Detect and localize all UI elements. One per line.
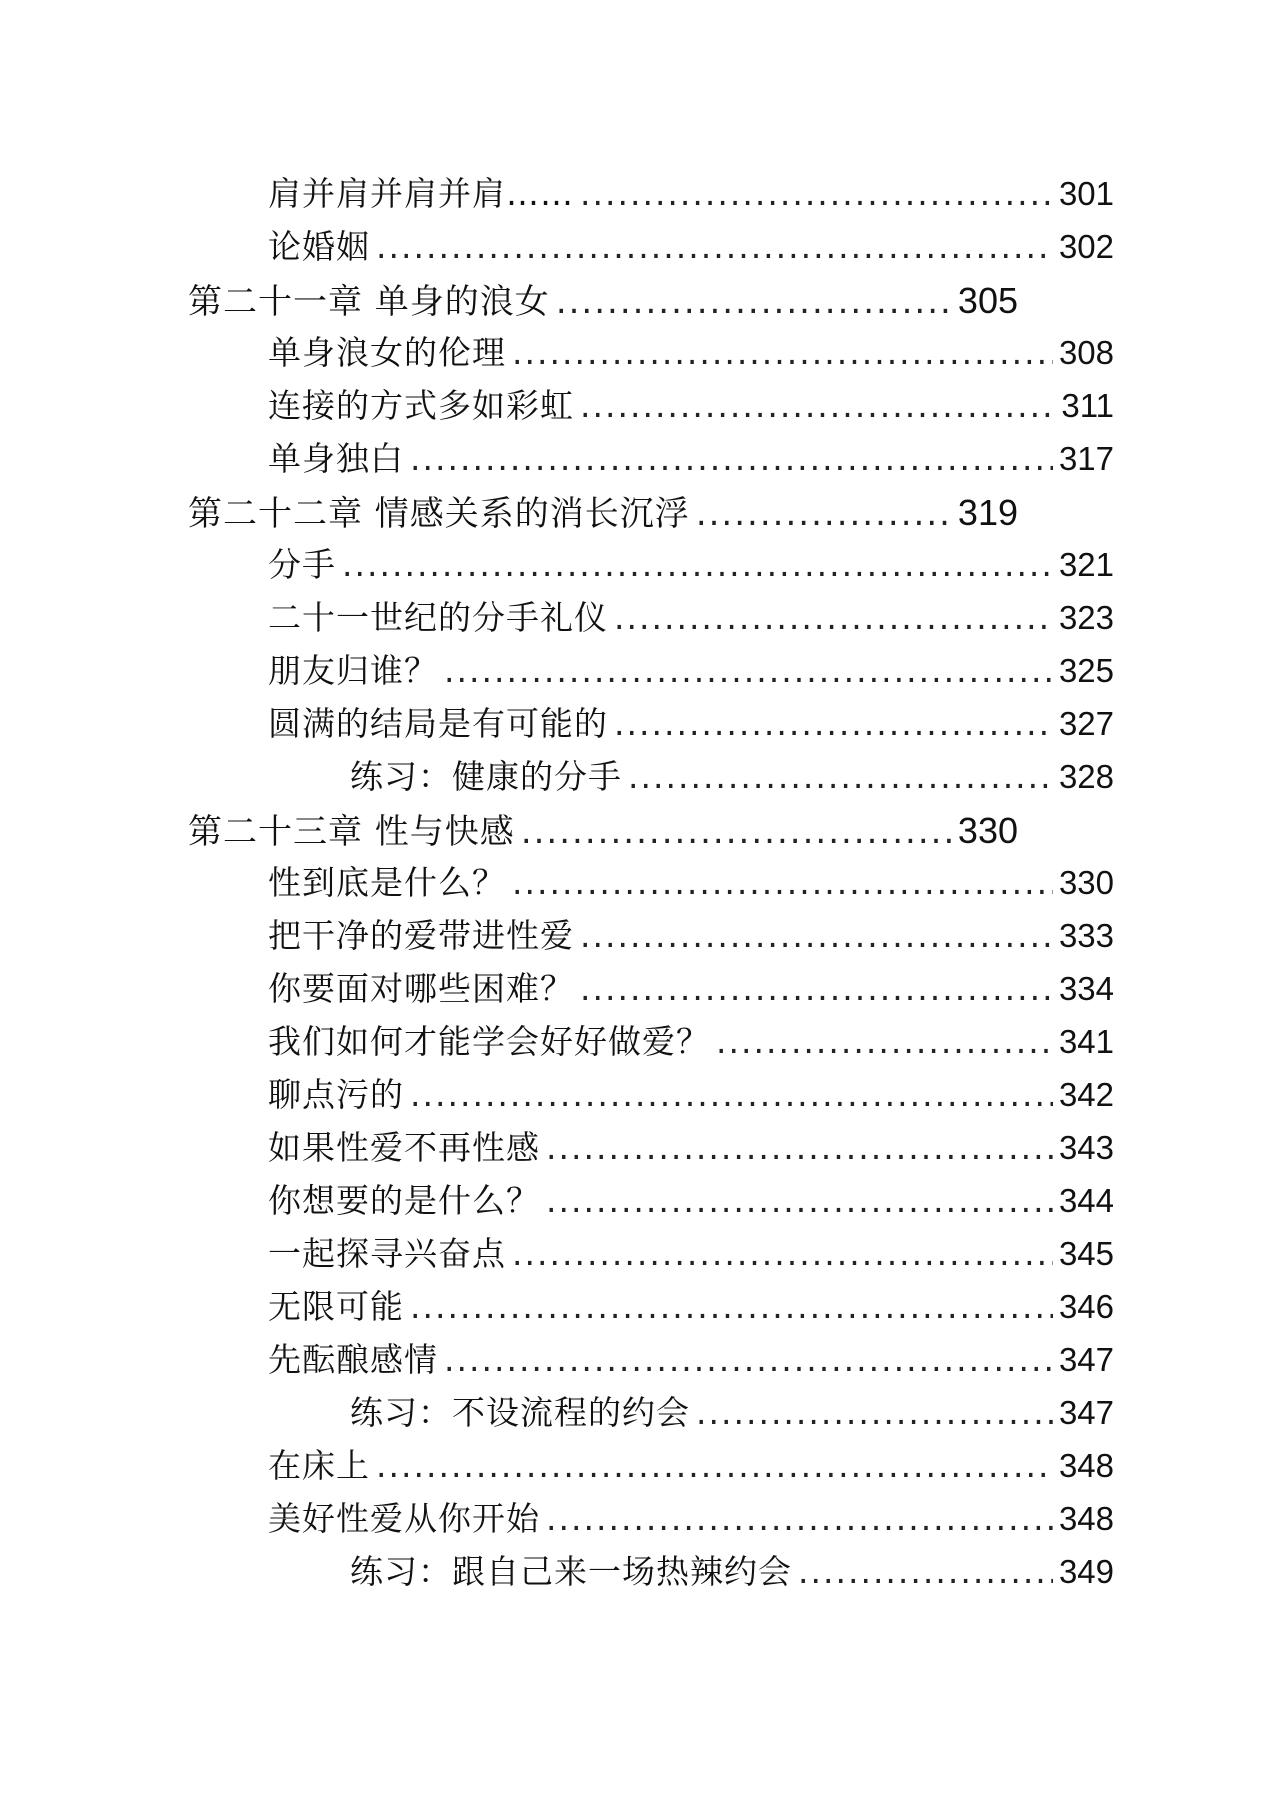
toc-section-entry bbox=[268, 1175, 1114, 1228]
toc-entry-title: 我们如何才能学会好好做爱？ bbox=[268, 1022, 710, 1061]
toc-page-number: 323 bbox=[1058, 599, 1114, 636]
toc-page-number: 349 bbox=[1058, 1553, 1114, 1590]
toc-section-entry bbox=[268, 1069, 1114, 1122]
toc-section-entry bbox=[268, 1493, 1114, 1546]
toc-entry-title: 在床上 bbox=[268, 1446, 370, 1485]
toc-page-number: 344 bbox=[1058, 1182, 1114, 1219]
toc-dot-leader bbox=[410, 439, 1053, 478]
toc-dot-leader bbox=[512, 863, 1053, 902]
toc-page-number: 346 bbox=[1058, 1288, 1114, 1325]
toc-dot-leader bbox=[546, 1128, 1053, 1167]
toc-section-entry bbox=[268, 327, 1114, 380]
toc-page-number: 308 bbox=[1058, 334, 1114, 371]
toc-entry-title: 无限可能 bbox=[268, 1287, 404, 1326]
toc-section-entry bbox=[268, 433, 1114, 486]
toc-dot-leader bbox=[546, 1181, 1053, 1220]
toc-page-number: 327 bbox=[1058, 705, 1114, 742]
toc-entry-title: 一起探寻兴奋点 bbox=[268, 1234, 506, 1273]
toc-dot-leader bbox=[512, 333, 1053, 372]
toc-entry-title: 你要面对哪些困难？ bbox=[268, 969, 574, 1008]
toc-page-number: 311 bbox=[1061, 387, 1114, 424]
toc-exercise-entry bbox=[350, 1546, 1114, 1599]
toc-entry-title: 第二十三章 性与快感 bbox=[188, 812, 515, 852]
toc-dot-leader bbox=[444, 1340, 1053, 1379]
toc-dot-leader bbox=[342, 545, 1053, 584]
toc-entry-title: 朋友归谁？ bbox=[268, 651, 438, 690]
toc-page-number: 319 bbox=[957, 492, 1018, 533]
toc-dot-leader bbox=[410, 1075, 1053, 1114]
toc-dot-leader bbox=[798, 1552, 1053, 1591]
toc-page-number: 334 bbox=[1058, 970, 1114, 1007]
toc-dot-leader bbox=[580, 916, 1053, 955]
toc-dot-leader bbox=[628, 757, 1053, 796]
toc-dot-leader bbox=[716, 1022, 1053, 1061]
toc-page-number: 348 bbox=[1058, 1447, 1114, 1484]
toc-exercise-entry bbox=[350, 1387, 1114, 1440]
toc-entry-title: 把干净的爱带进性爱 bbox=[268, 916, 574, 955]
toc-page-number: 330 bbox=[1058, 864, 1114, 901]
toc-page-number: 341 bbox=[1058, 1023, 1114, 1060]
toc-dot-leader bbox=[696, 1393, 1053, 1432]
toc-page-number: 321 bbox=[1058, 546, 1114, 583]
toc-section-entry bbox=[268, 1016, 1114, 1069]
toc-dot-leader bbox=[580, 969, 1053, 1008]
toc-entry-title: 美好性爱从你开始 bbox=[268, 1499, 540, 1538]
toc-entry-title: 练习：不设流程的约会 bbox=[350, 1393, 690, 1432]
toc-section-entry bbox=[268, 1281, 1114, 1334]
toc-entry-title: 单身独白 bbox=[268, 439, 404, 478]
toc-dot-leader bbox=[580, 174, 1053, 213]
toc-entry-title: 第二十一章 单身的浪女 bbox=[188, 282, 550, 322]
toc-entry-title: 练习：跟自己来一场热辣约会 bbox=[350, 1552, 792, 1591]
toc-section-entry bbox=[268, 1228, 1114, 1281]
toc-entry-title: 分手 bbox=[268, 545, 336, 584]
toc-entry-title: 肩并肩并肩并肩…… bbox=[268, 174, 574, 213]
toc-section-entry bbox=[268, 539, 1114, 592]
toc-dot-leader bbox=[614, 598, 1053, 637]
toc-section-entry bbox=[268, 645, 1114, 698]
toc-entry-title: 论婚姻 bbox=[268, 227, 370, 266]
toc-page-number: 347 bbox=[1058, 1341, 1114, 1378]
toc-entry-title: 性到底是什么？ bbox=[268, 863, 506, 902]
toc-dot-leader bbox=[556, 282, 952, 322]
toc-dot-leader bbox=[410, 1287, 1053, 1326]
toc-chapter-entry bbox=[188, 486, 1018, 539]
toc-entry-title: 如果性爱不再性感 bbox=[268, 1128, 540, 1167]
toc-page-number: 328 bbox=[1058, 758, 1114, 795]
toc-page-number: 342 bbox=[1058, 1076, 1114, 1113]
toc-section-entry bbox=[268, 1334, 1114, 1387]
toc-dot-leader bbox=[580, 386, 1055, 425]
toc-page-number: 317 bbox=[1058, 440, 1114, 477]
toc-page-number: 333 bbox=[1058, 917, 1114, 954]
toc-dot-leader bbox=[614, 704, 1053, 743]
toc-page-number: 302 bbox=[1058, 228, 1114, 265]
toc-entry-title: 第二十二章 情感关系的消长沉浮 bbox=[188, 494, 690, 534]
toc-page-number: 325 bbox=[1058, 652, 1114, 689]
toc-chapter-entry bbox=[188, 274, 1018, 327]
toc-exercise-entry bbox=[350, 751, 1114, 804]
toc-entry-title: 连接的方式多如彩虹 bbox=[268, 386, 574, 425]
toc-entry-title: 练习：健康的分手 bbox=[350, 757, 622, 796]
toc-page-number: 345 bbox=[1058, 1235, 1114, 1272]
toc-entry-title: 聊点污的 bbox=[268, 1075, 404, 1114]
toc-dot-leader bbox=[444, 651, 1053, 690]
toc-entry-title: 单身浪女的伦理 bbox=[268, 333, 506, 372]
toc-page-number: 348 bbox=[1058, 1500, 1114, 1537]
toc-section-entry bbox=[268, 1122, 1114, 1175]
toc-section-entry bbox=[268, 592, 1114, 645]
toc-section-entry bbox=[268, 857, 1114, 910]
table-of-contents bbox=[0, 168, 1272, 1599]
toc-entry-title: 先酝酿感情 bbox=[268, 1340, 438, 1379]
toc-dot-leader bbox=[546, 1499, 1053, 1538]
toc-page-number: 305 bbox=[957, 280, 1018, 321]
toc-chapter-entry bbox=[188, 804, 1018, 857]
toc-page-number: 343 bbox=[1058, 1129, 1114, 1166]
toc-page-number: 330 bbox=[957, 810, 1018, 851]
toc-section-entry bbox=[268, 168, 1114, 221]
toc-section-entry bbox=[268, 963, 1114, 1016]
toc-section-entry bbox=[268, 380, 1114, 433]
toc-dot-leader bbox=[696, 494, 952, 534]
toc-dot-leader bbox=[512, 1234, 1053, 1273]
toc-dot-leader bbox=[521, 812, 952, 852]
toc-entry-title: 圆满的结局是有可能的 bbox=[268, 704, 608, 743]
toc-entry-title: 二十一世纪的分手礼仪 bbox=[268, 598, 608, 637]
toc-entry-title: 你想要的是什么？ bbox=[268, 1181, 540, 1220]
toc-page-number: 301 bbox=[1058, 175, 1114, 212]
toc-dot-leader bbox=[376, 227, 1053, 266]
toc-section-entry bbox=[268, 1440, 1114, 1493]
toc-section-entry bbox=[268, 698, 1114, 751]
toc-dot-leader bbox=[376, 1446, 1053, 1485]
toc-section-entry bbox=[268, 221, 1114, 274]
toc-section-entry bbox=[268, 910, 1114, 963]
toc-page-number: 347 bbox=[1058, 1394, 1114, 1431]
